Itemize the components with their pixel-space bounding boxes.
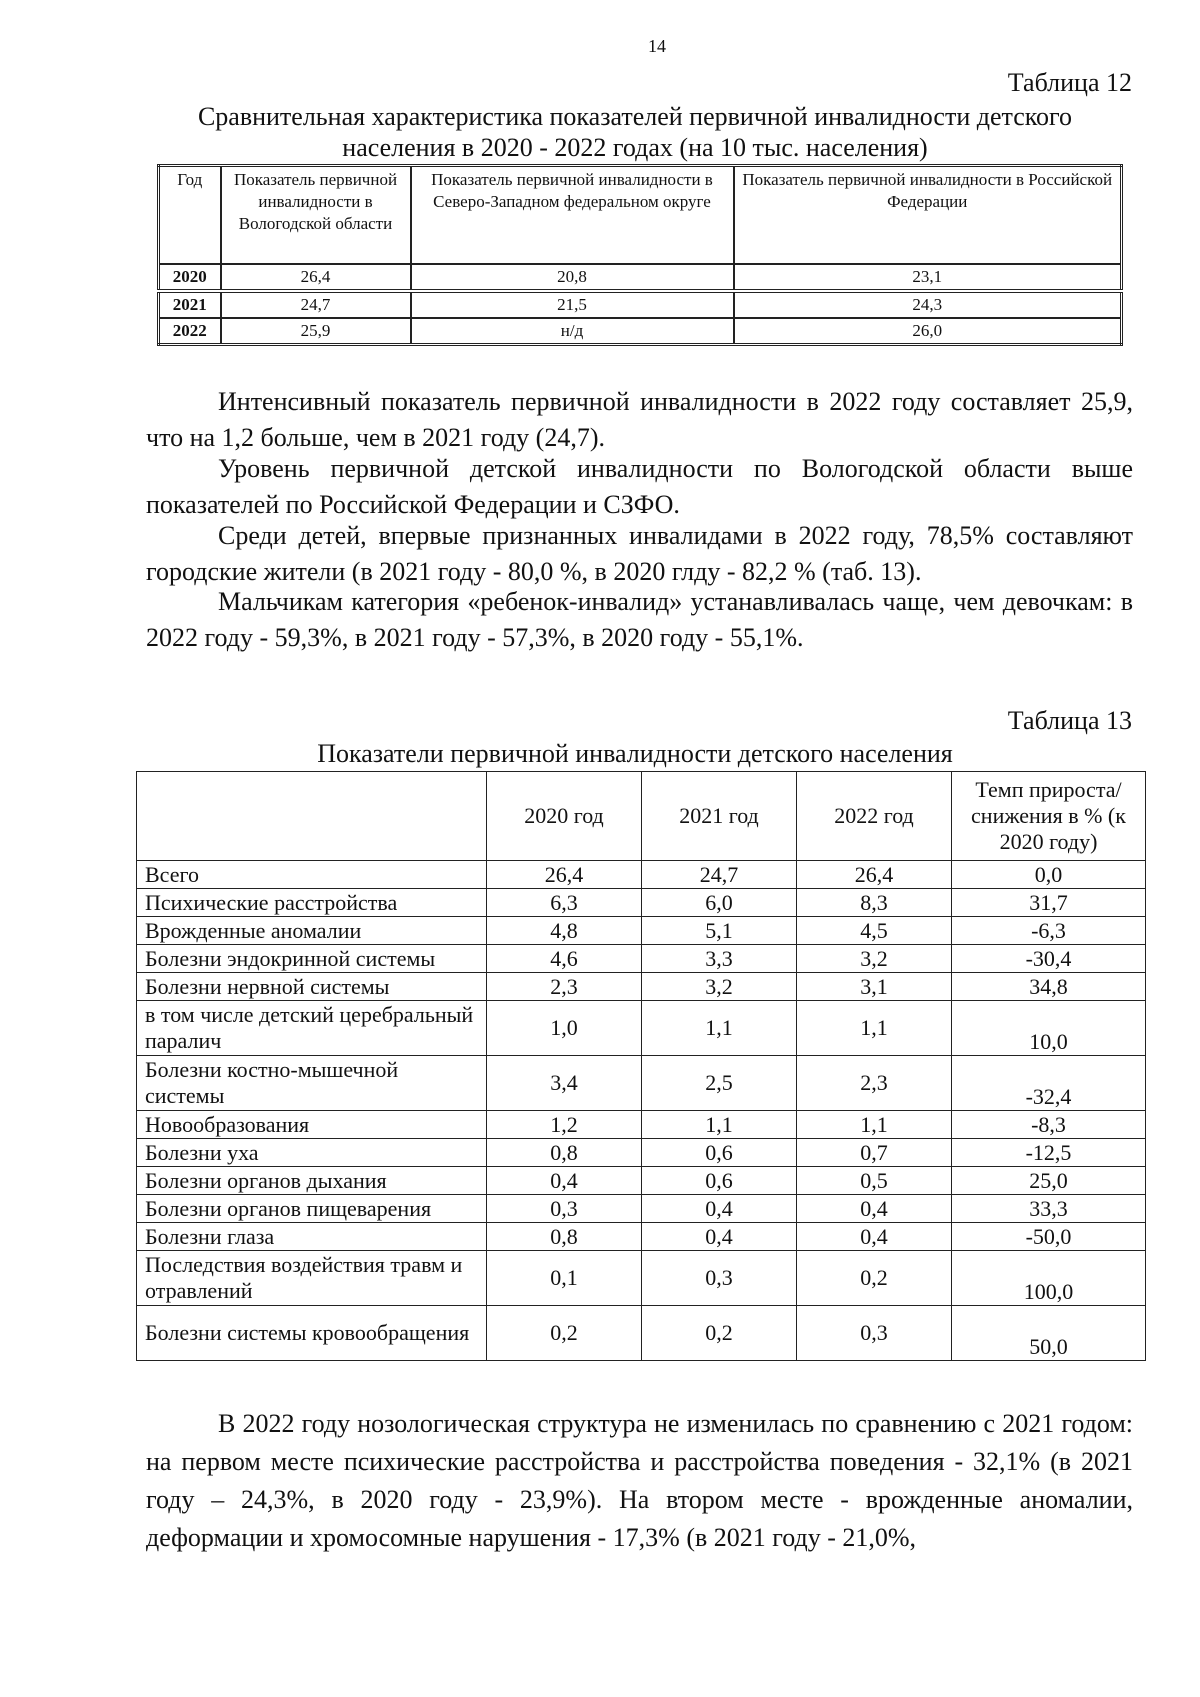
table-13-rate-cell: 10,0 xyxy=(952,1001,1146,1056)
table-13-category-cell: Врожденные аномалии xyxy=(137,917,487,945)
table-13-row xyxy=(137,917,1146,945)
table-12-year-cell: 2021 xyxy=(159,291,221,318)
table-12-cell: 24,3 xyxy=(734,291,1122,318)
table-13-category-cell: в том числе детский церебральный паралич xyxy=(137,1001,487,1056)
table-13-value-cell: 4,6 xyxy=(487,945,642,973)
table-13-value-cell: 8,3 xyxy=(797,889,952,917)
table-13-value-cell: 5,1 xyxy=(642,917,797,945)
paragraph-regional-comparison: Уровень первичной детской инвалидности по Вологодской области выше показателей по Российской Федерации и СЗФО. xyxy=(146,454,1133,519)
table-13-value-cell: 0,4 xyxy=(797,1223,952,1251)
table-13-value-cell: 1,1 xyxy=(642,1001,797,1056)
paragraph-gender: Мальчикам категория «ребенок-инвалид» устанавливалась чаще, чем девочкам: в 2022 году - 59,3%, в 2021 году - 57,3%, в 2020 году - 55,1%. xyxy=(146,587,1133,652)
table-12-cell: 23,1 xyxy=(734,264,1122,291)
table-12-cell: 26,0 xyxy=(734,318,1122,345)
table-13-value-cell: 0,2 xyxy=(797,1251,952,1306)
table-13-value-cell: 3,4 xyxy=(487,1056,642,1111)
table-13-value-cell: 24,7 xyxy=(642,861,797,889)
table-13-rate-cell: -32,4 xyxy=(952,1056,1146,1111)
table-13-title: Показатели первичной инвалидности детского населения xyxy=(317,739,953,768)
table-13-row xyxy=(137,861,1146,889)
table-13-value-cell: 0,4 xyxy=(487,1167,642,1195)
table-13-value-cell: 6,0 xyxy=(642,889,797,917)
table-13-row xyxy=(137,1195,1146,1223)
table-13-value-cell: 3,1 xyxy=(797,973,952,1001)
table-13-value-cell: 1,1 xyxy=(642,1111,797,1139)
table-13-rate-cell: 25,0 xyxy=(952,1167,1146,1195)
table-13-value-cell: 0,8 xyxy=(487,1223,642,1251)
table-13-value-cell: 0,4 xyxy=(797,1195,952,1223)
table-13-rate-cell: 100,0 xyxy=(952,1251,1146,1306)
table-13-category-cell: Болезни костно-мышечной системы xyxy=(137,1056,487,1111)
table-13-row xyxy=(137,1139,1146,1167)
table-12-header-cell: Показатель первичной инвалидности в Российской Федерации xyxy=(734,166,1122,265)
table-13-category-cell: Болезни органов пищеварения xyxy=(137,1195,487,1223)
table-12-header-cell: Показатель первичной инвалидности в Северо-Западном федеральном округе xyxy=(411,166,734,265)
table-13-row xyxy=(137,973,1146,1001)
table-13-value-cell: 2,5 xyxy=(642,1056,797,1111)
table-13-value-cell: 1,0 xyxy=(487,1001,642,1056)
table-13-rate-cell: 50,0 xyxy=(952,1306,1146,1361)
table-13-rate-cell: 33,3 xyxy=(952,1195,1146,1223)
table-13-header-cell xyxy=(137,772,487,861)
table-13-rate-cell: -12,5 xyxy=(952,1139,1146,1167)
table-13-value-cell: 3,3 xyxy=(642,945,797,973)
table-13-category-cell: Болезни уха xyxy=(137,1139,487,1167)
table-13-rate-cell: -50,0 xyxy=(952,1223,1146,1251)
table-13-label: Таблица 13 xyxy=(1007,706,1132,735)
table-13-rate-cell: -30,4 xyxy=(952,945,1146,973)
table-13-value-cell: 0,2 xyxy=(642,1306,797,1361)
table-12-title: Сравнительная характеристика показателей первичной инвалидности детского населения в 2020 - 2022 годах (на 10 тыс. населения) xyxy=(197,102,1073,162)
table-13-value-cell: 0,3 xyxy=(797,1306,952,1361)
table-13-value-cell: 0,8 xyxy=(487,1139,642,1167)
table-12-cell: 24,7 xyxy=(221,291,411,318)
table-13-rate-cell: -6,3 xyxy=(952,917,1146,945)
table-13-rate-cell: -8,3 xyxy=(952,1111,1146,1139)
table-13-category-cell: Болезни органов дыхания xyxy=(137,1167,487,1195)
table-13-header-cell: 2020 год xyxy=(487,772,642,861)
table-13-category-cell: Болезни нервной системы xyxy=(137,973,487,1001)
table-13-category-cell: Всего xyxy=(137,861,487,889)
table-13-header-cell: 2021 год xyxy=(642,772,797,861)
table-13-header-cell: Темп прироста/ снижения в % (к 2020 году) xyxy=(952,772,1146,861)
table-13-value-cell: 0,5 xyxy=(797,1167,952,1195)
table-13-header-cell: 2022 год xyxy=(797,772,952,861)
table-12-cell: 20,8 xyxy=(411,264,734,291)
table-13-value-cell: 3,2 xyxy=(797,945,952,973)
table-13-value-cell: 0,4 xyxy=(642,1195,797,1223)
table-12-label: Таблица 12 xyxy=(1007,68,1132,97)
table-13-value-cell: 1,1 xyxy=(797,1001,952,1056)
table-13-value-cell: 6,3 xyxy=(487,889,642,917)
table-13-value-cell: 4,5 xyxy=(797,917,952,945)
table-12-row xyxy=(159,264,1122,291)
table-12-row xyxy=(159,291,1122,318)
table-13-value-cell: 0,7 xyxy=(797,1139,952,1167)
table-13-row xyxy=(137,1251,1146,1306)
table-13-row xyxy=(137,1306,1146,1361)
table-12-cell: н/д xyxy=(411,318,734,345)
table-13-value-cell: 26,4 xyxy=(797,861,952,889)
table-12-year-cell: 2022 xyxy=(159,318,221,345)
table-13-category-cell: Новообразования xyxy=(137,1111,487,1139)
table-13-category-cell: Болезни эндокринной системы xyxy=(137,945,487,973)
table-13-category-cell: Болезни системы кровообращения xyxy=(137,1306,487,1361)
table-13-row xyxy=(137,945,1146,973)
table-12 xyxy=(157,164,1123,346)
table-12-year-cell: 2020 xyxy=(159,264,221,291)
table-13-category-cell: Болезни глаза xyxy=(137,1223,487,1251)
table-12-header-cell: Показатель первичной инвалидности в Вологодской области xyxy=(221,166,411,265)
paragraph-intensive-rate: Интенсивный показатель первичной инвалидности в 2022 году составляет 25,9, что на 1,2 больше, чем в 2021 году (24,7). xyxy=(146,387,1133,452)
table-13-row xyxy=(137,1111,1146,1139)
table-13-value-cell: 1,2 xyxy=(487,1111,642,1139)
table-13-value-cell: 0,4 xyxy=(642,1223,797,1251)
table-13-row xyxy=(137,1001,1146,1056)
table-13-value-cell: 2,3 xyxy=(797,1056,952,1111)
page-number: 14 xyxy=(648,36,666,56)
table-13-rate-cell: 31,7 xyxy=(952,889,1146,917)
table-13-value-cell: 1,1 xyxy=(797,1111,952,1139)
table-13-value-cell: 0,6 xyxy=(642,1167,797,1195)
table-12-cell: 25,9 xyxy=(221,318,411,345)
table-13-value-cell: 0,1 xyxy=(487,1251,642,1306)
table-13-value-cell: 0,2 xyxy=(487,1306,642,1361)
table-13-rate-cell: 34,8 xyxy=(952,973,1146,1001)
table-13-value-cell: 0,3 xyxy=(642,1251,797,1306)
table-13-header-row xyxy=(137,772,1146,861)
table-13-category-cell: Психические расстройства xyxy=(137,889,487,917)
table-13-row xyxy=(137,1223,1146,1251)
table-12-header-cell: Год xyxy=(159,166,221,265)
table-13-row xyxy=(137,889,1146,917)
table-13-row xyxy=(137,1167,1146,1195)
table-12-cell: 26,4 xyxy=(221,264,411,291)
paragraph-urban-share: Среди детей, впервые признанных инвалидами в 2022 году, 78,5% составляют городские жители (в 2021 году - 80,0 %, в 2020 глду - 82,2 % (таб. 13). xyxy=(146,521,1133,586)
table-13-value-cell: 3,2 xyxy=(642,973,797,1001)
table-12-header-row xyxy=(159,166,1122,265)
table-13 xyxy=(136,771,1146,1361)
table-13-body xyxy=(137,861,1146,1361)
table-13-category-cell: Последствия воздействия травм и отравлений xyxy=(137,1251,487,1306)
table-13-value-cell: 4,8 xyxy=(487,917,642,945)
table-12-row xyxy=(159,318,1122,345)
paragraph-nosological-structure: В 2022 году нозологическая структура не изменилась по сравнению с 2021 годом: на первом месте психические расстройства и расстройства поведения - 32,1% (в 2021 году – 24,3%, в 2020 году - 23,9%). На втором месте - врожденные аномалии, деформации и хромосомные нарушения - 17,3% (в 2021 году - 21,0%, xyxy=(146,1409,1133,1552)
table-13-row xyxy=(137,1056,1146,1111)
table-13-value-cell: 26,4 xyxy=(487,861,642,889)
table-13-value-cell: 0,6 xyxy=(642,1139,797,1167)
table-13-value-cell: 0,3 xyxy=(487,1195,642,1223)
table-13-rate-cell: 0,0 xyxy=(952,861,1146,889)
table-13-value-cell: 2,3 xyxy=(487,973,642,1001)
table-12-cell: 21,5 xyxy=(411,291,734,318)
